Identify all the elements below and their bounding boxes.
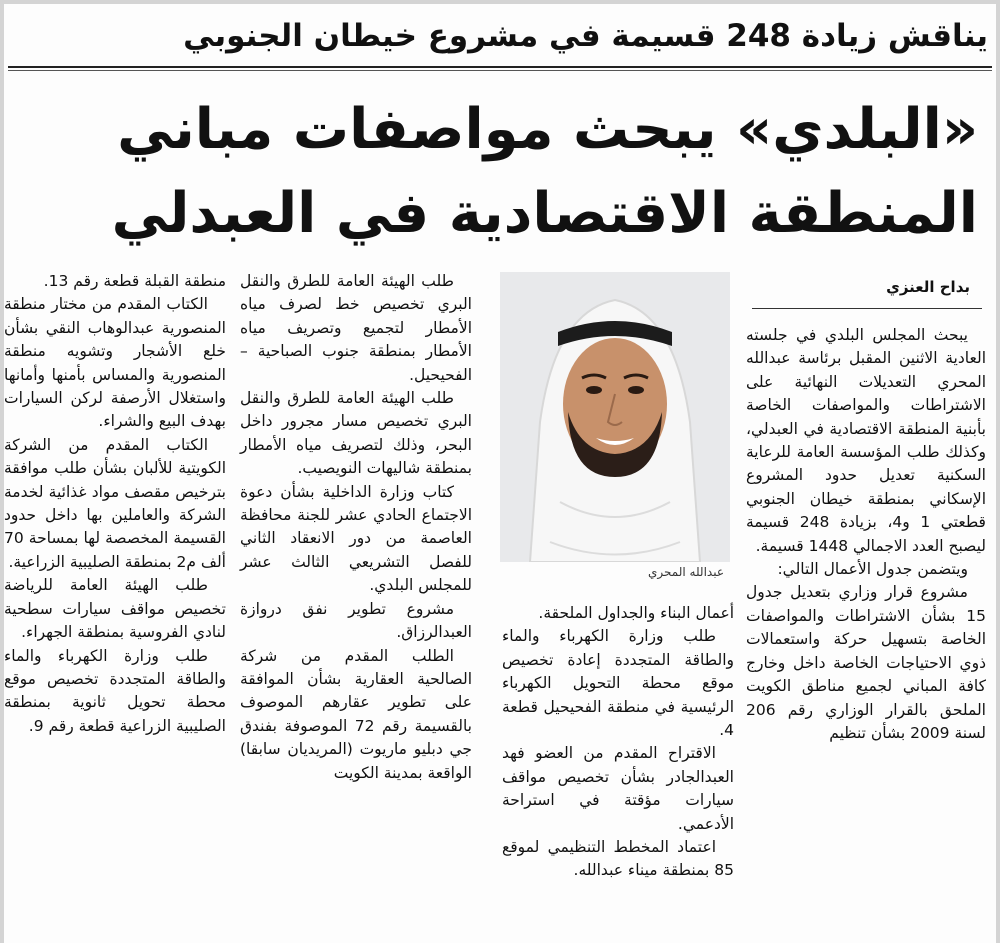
photo-caption: عبدالله المحري: [648, 565, 724, 579]
paragraph: أعمال البناء والجداول الملحقة.: [538, 604, 734, 622]
byline-box: [752, 272, 982, 309]
paragraph: الكتاب المقدم من الشركة الكويتية للألبان بشأن طلب موافقة بترخيص مقصف مواد غذائية لخدمة الشركة والعاملين بها داخل حدود القسيمة المخصصة لها بمساحة 70 ألف م2 بمنطقة الصليبية الزراعية.: [4, 435, 226, 571]
column-middle: [502, 602, 734, 883]
newspaper-page: [4, 4, 996, 943]
headline-line-1: «البلدي» يبحث مواصفات مباني: [117, 97, 978, 162]
paragraph: طلب الهيئة العامة للرياضة تخصيص مواقف سيارات سطحية لنادي الفروسية بمنطقة الجهراء.: [4, 576, 226, 642]
paragraph: منطقة القبلة قطعة رقم 13.: [43, 272, 226, 290]
column-left: [4, 270, 226, 738]
paragraph: مشروع قرار وزاري بتعديل جدول 15 بشأن الاشتراطات والمواصفات الخاصة بتسهيل حركة واستعمالات ذوي الاحتياجات الخاصة داخل وخارج كافة المباني لجميع مناطق الكويت الملحق بالقرار الوزاري رقم 206 لسنة 2009 بشأن تنظيم: [746, 583, 986, 742]
paragraph: كتاب وزارة الداخلية بشأن دعوة الاجتماع الحادي عشر للجنة محافظة العاصمة من دور الانعقاد الثاني للفصل التشريعي الثالث عشر للمجلس البلدي.: [240, 482, 472, 595]
portrait-illustration: [500, 272, 730, 562]
paragraph: طلب الهيئة العامة للطرق والنقل البري تخصيص مسار مجرور داخل البحر، وذلك لتصريف مياه الأمطار بمنطقة شاليهات النويصيب.: [240, 389, 472, 478]
paragraph: الكتاب المقدم من مختار منطقة المنصورية عبدالوهاب النقي بشأن خلع الأشجار وتشويه منطقة المنصورية والمساس بأمنها وأمانها واستغلال الأرصفة لركن السيارات بهدف البيع والشراء.: [4, 295, 226, 431]
kicker-headline: يناقش زيادة 248 قسيمة في مشروع خيطان الجنوبي: [183, 18, 988, 54]
paragraph: طلب الهيئة العامة للطرق والنقل البري تخصيص خط لصرف مياه الأمطار لتجميع وتصريف مياه الأمطار بمنطقة جنوب الصباحية – الفحيحيل.: [240, 272, 472, 384]
paragraph: ويتضمن جدول الأعمال التالي:: [777, 560, 968, 579]
paragraph: الاقتراح المقدم من العضو فهد العبدالجادر بشأن تخصيص مواقف سيارات مؤقتة في استراحة الأدعمي.: [502, 744, 734, 833]
column-middle-left: [240, 270, 472, 785]
byline: بداح العنزي: [882, 276, 974, 298]
paragraph: يبحث المجلس البلدي في جلسته العادية الاثنين المقبل برئاسة عبدالله المحري التعديلات النهائية على الاشتراطات والمواصفات الخاصة بأبنية المنطقة الاقتصادية في العبدلي، وكذلك طلب المؤسسة العامة للرعاية السكنية تعديل حدود المشروع الإسكاني بمنطقة خيطان الجنوبي قطعتي 1 و4، بزيادة 248 قسيمة ليصبح العدد الاجمالي 1448 قسيمة.: [746, 326, 986, 555]
column-right: [746, 324, 986, 745]
paragraph: طلب وزارة الكهرباء والماء والطاقة المتجددة إعادة تخصيص موقع محطة التحويل الكهرباء الرئيسية في منطقة الفحيحيل قطعة 4.: [502, 627, 734, 740]
paragraph: اعتماد المخطط التنظيمي لموقع 85 بمنطقة ميناء عبدالله.: [502, 838, 734, 880]
headline-line-2: المنطقة الاقتصادية في العبدلي: [111, 181, 978, 246]
headline-rule: [8, 66, 992, 71]
main-headline: [78, 88, 978, 256]
paragraph: مشروع تطوير نفق دروازة العبدالرزاق.: [240, 599, 472, 642]
portrait-photo: [500, 272, 730, 562]
paragraph: الطلب المقدم من شركة الصالحية العقارية بشأن الموافقة على تطوير عقارهم الموصوف بالقسيمة رقم 72 الموصوفة بفندق جي دبليو ماريوت (المريديان سابقا) الواقعة بمدينة الكويت: [240, 646, 472, 782]
paragraph: طلب وزارة الكهرباء والماء والطاقة المتجددة تخصيص موقع محطة تحويل ثانوية بمنطقة الصليبية الزراعية قطعة رقم 9.: [4, 646, 226, 735]
